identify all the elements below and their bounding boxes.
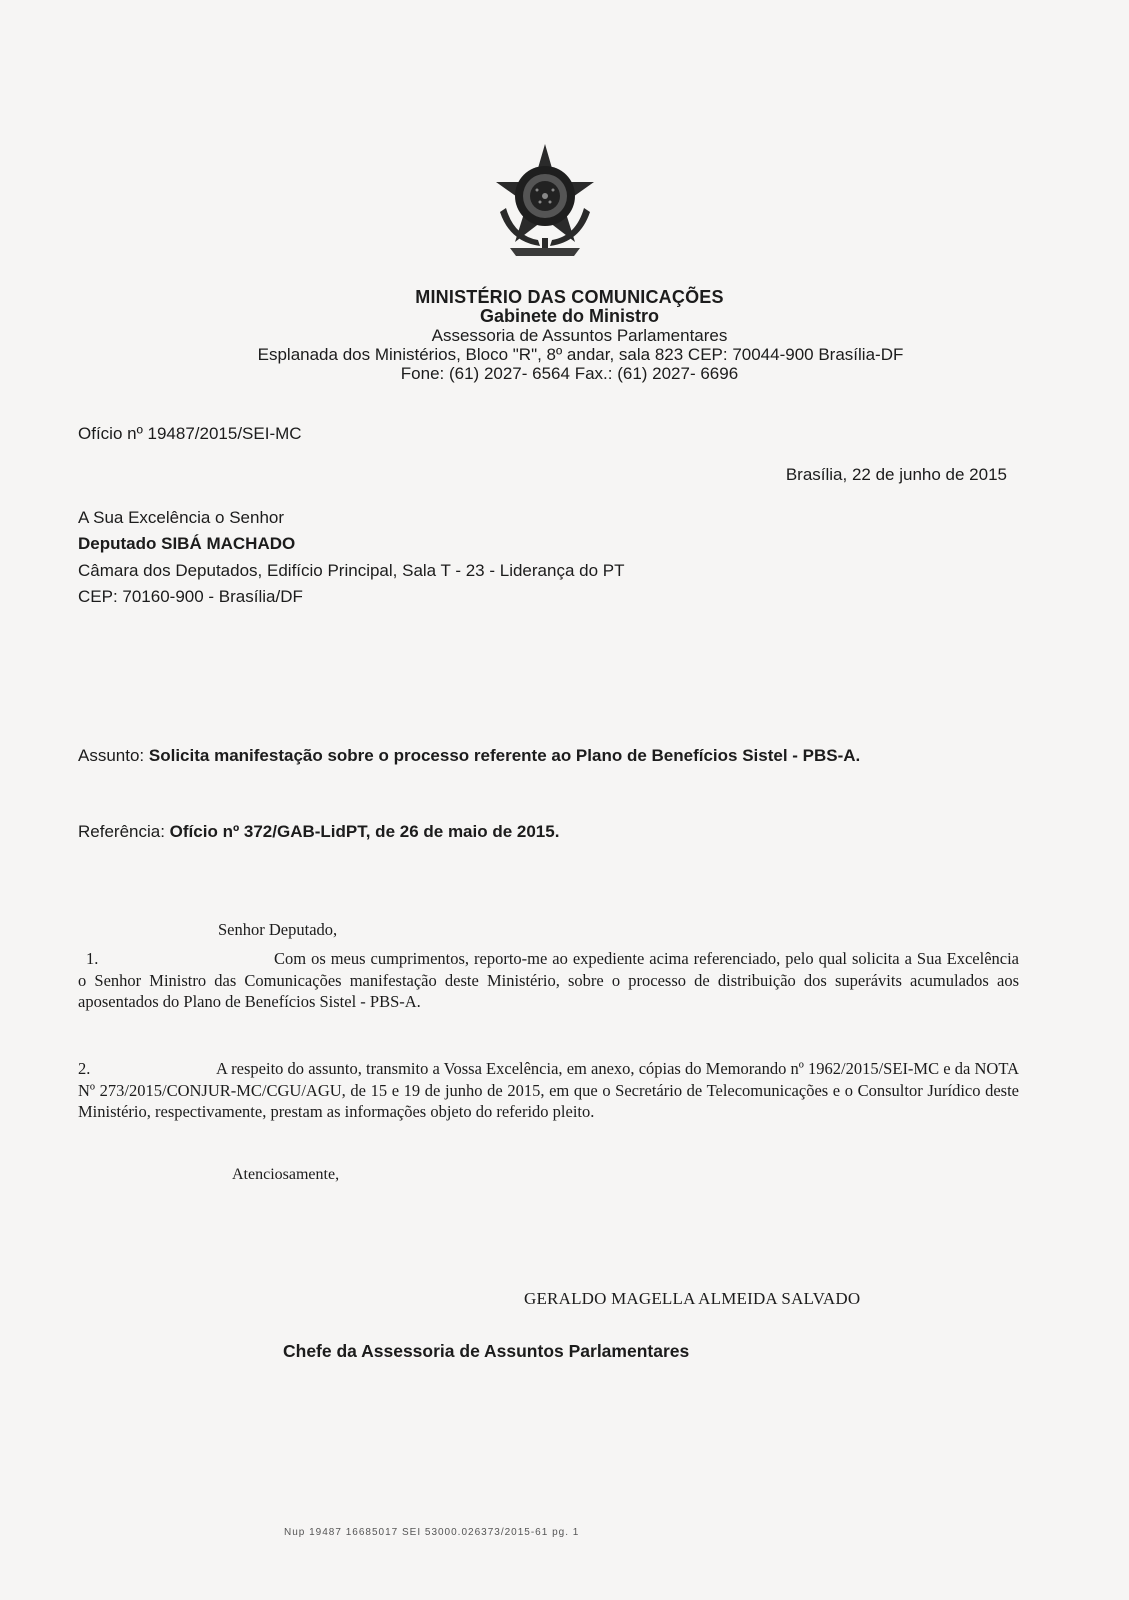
subject-label: Assunto: [78,746,145,765]
ministry-name: MINISTÉRIO DAS COMUNICAÇÕES [415,287,724,307]
signer-name: GERALDO MAGELLA ALMEIDA SALVADO [524,1289,861,1308]
recipient-address-line1: Câmara dos Deputados, Edifício Principal, Sala T - 23 - Liderança do PT [78,561,625,580]
date-line: Brasília, 22 de junho de 2015 [785,465,1007,484]
closing: Atenciosamente, [232,1166,340,1183]
paragraph-number: 2. [78,1059,91,1078]
paragraph-text: Com os meus cumprimentos, reporto-me ao expediente acima referenciado, pelo qual solicita a Sua Excelência o Senhor Ministro das Comunicações manifestação deste Ministério, sobre o processo de distribuição dos superávits acumulados aos aposentados do Plano de Benefícios Sistel - PBS-A. [78,949,1019,1011]
recipient-name: Deputado SIBÁ MACHADO [78,534,296,553]
cabinet-name: Gabinete do Ministro [479,306,659,326]
department-name: Assessoria de Assuntos Parlamentares [431,326,728,345]
coat-of-arms-seal [490,142,600,258]
paragraph-1 [78,948,1019,1013]
footer-stamp: Nup 19487 16685017 SEI 53000.026373/2015-61 pg. 1 [284,1527,580,1538]
paragraph-text: A respeito do assunto, transmito a Vossa Excelência, em anexo, cópias do Memorando nº 1962/2015/SEI-MC e da NOTA Nº 273/2015/CONJUR-MC/CGU/AGU, de 15 e 19 de junho de 2015, em que o Secretário de Telecomunicações e o Consultor Jurídico deste Ministério, respectivamente, prestam as informações objeto do referido pleito. [78,1059,1019,1121]
letterhead [0,287,1129,384]
ministry-phone: Fone: (61) 2027- 6564 Fax.: (61) 2027- 6696 [400,364,739,383]
reference-text: Ofício nº 372/GAB-LidPT, de 26 de maio de 2015. [169,822,560,841]
greeting: Senhor Deputado, [218,920,338,939]
reference [78,822,559,842]
paragraph-number: 1. [86,949,99,968]
reference-label: Referência: [78,822,165,841]
subject [78,742,1038,770]
recipient-address-line2: CEP: 70160-900 - Brasília/DF [78,587,303,606]
ministry-address: Esplanada dos Ministérios, Bloco "R", 8º andar, sala 823 CEP: 70044-900 Brasília-DF [257,345,904,364]
oficio-number: Ofício nº 19487/2015/SEI-MC [78,424,302,443]
paragraph-2 [78,1058,1019,1123]
signer-role: Chefe da Assessoria de Assuntos Parlamentares [283,1341,690,1361]
recipient-salutation: A Sua Excelência o Senhor [78,508,285,527]
subject-text: Solicita manifestação sobre o processo referente ao Plano de Benefícios Sistel - PBS-A. [148,746,861,765]
